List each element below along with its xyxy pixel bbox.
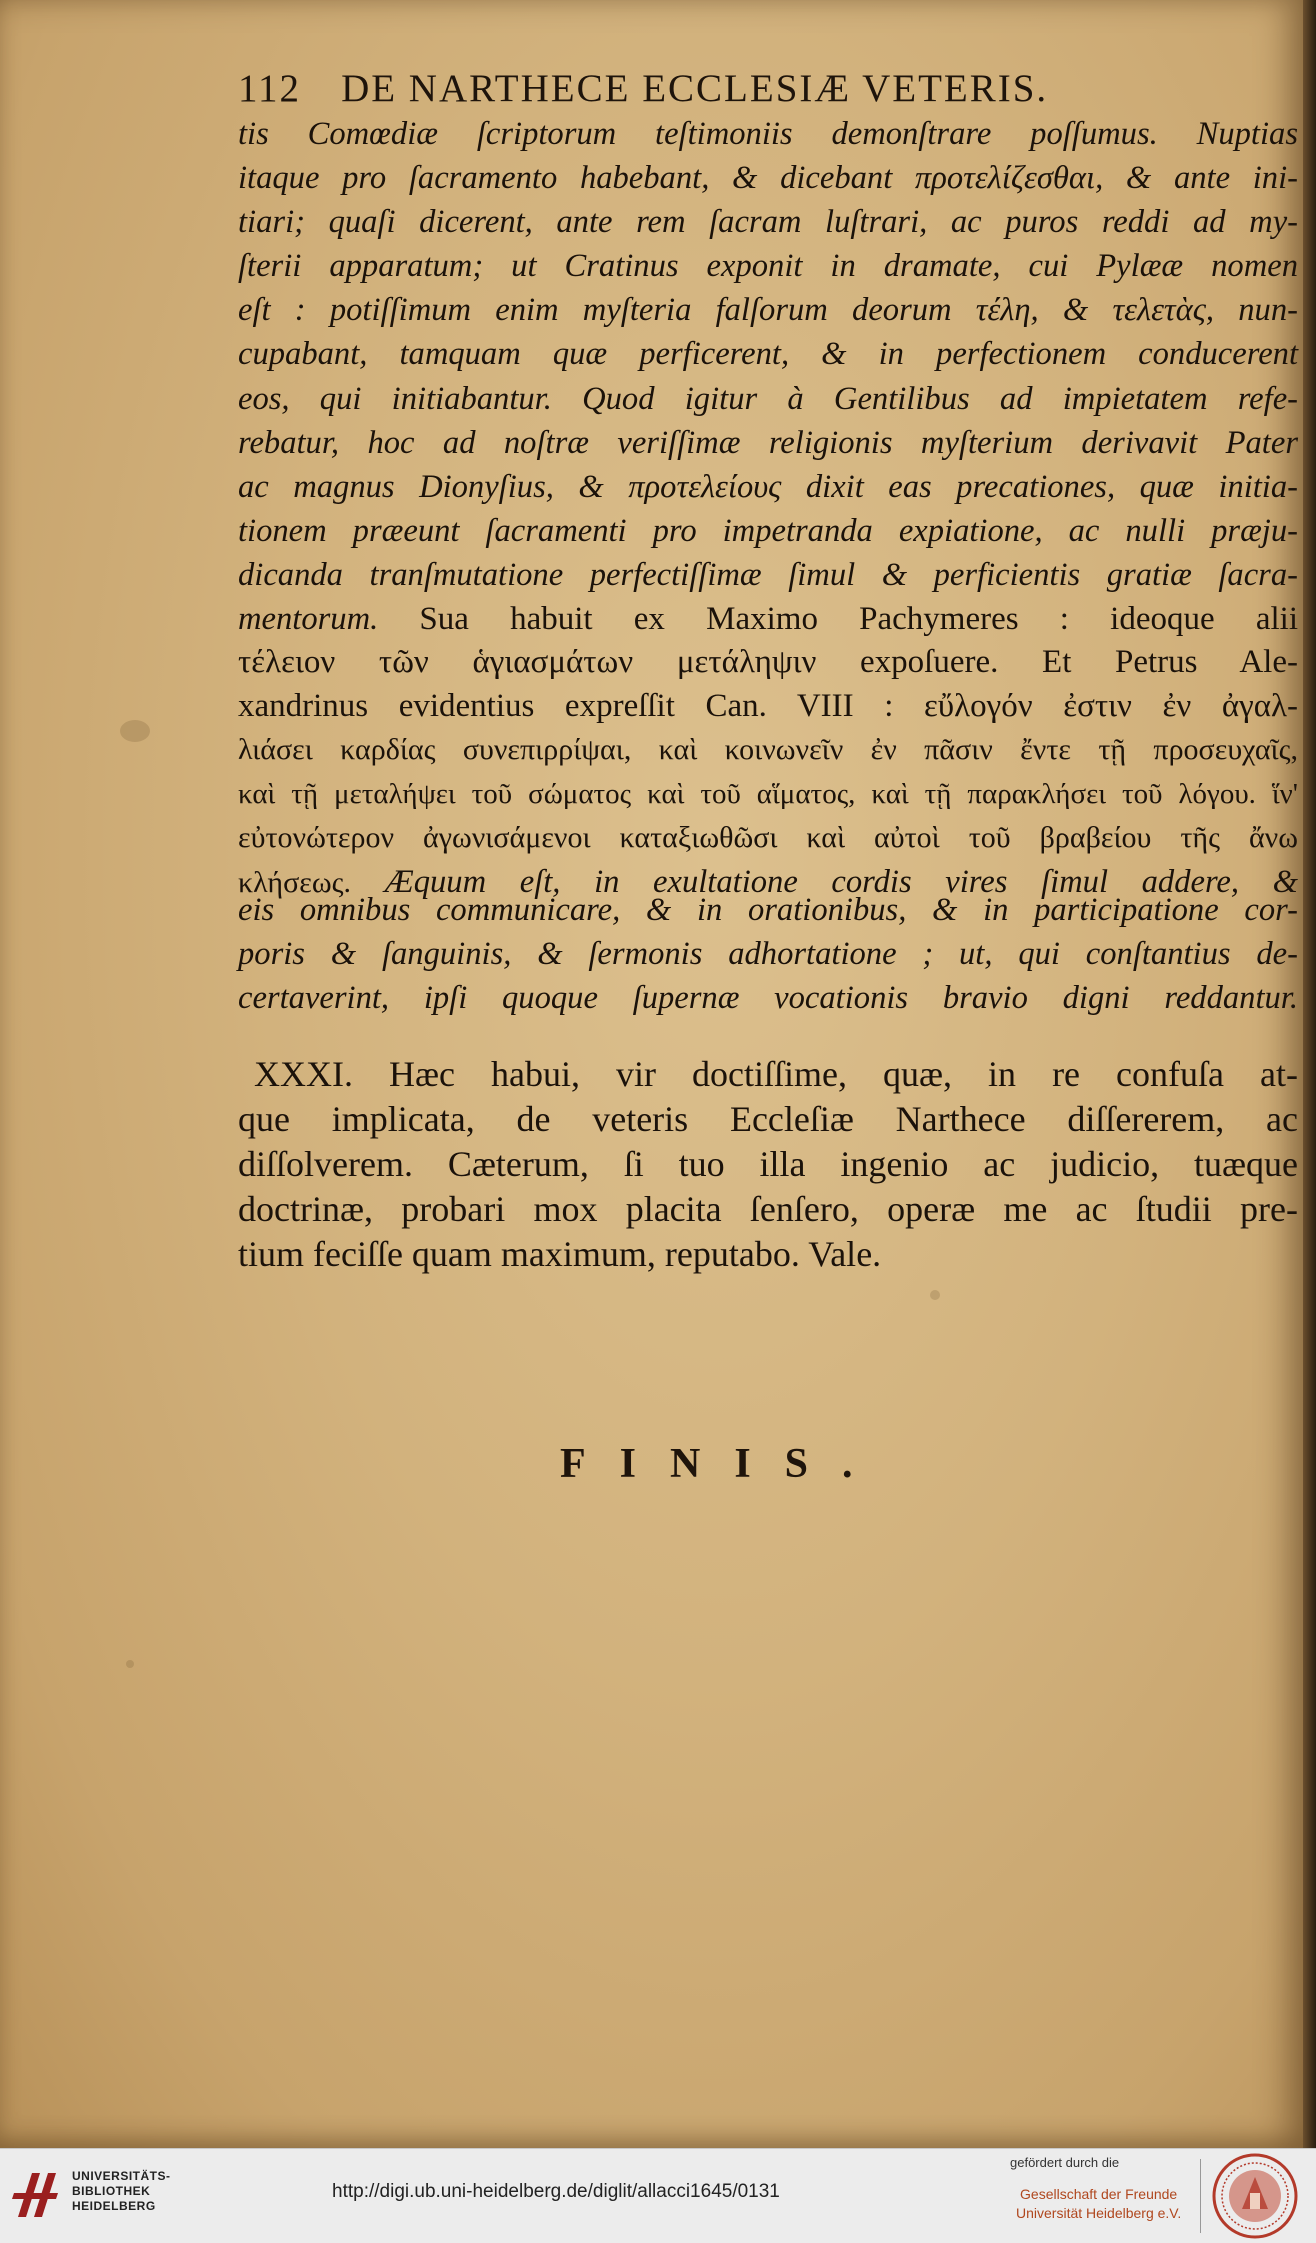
text-line: tium feciſſe quam maximum, reputabo. Vale.: [238, 1234, 882, 1274]
text-line: rebatur, hoc ad noſtræ veriſſimæ religionis myſterium derivavit Pater: [238, 424, 1298, 461]
text-line: eſt : potiſſimum enim myſteria falſorum deorum τέλη, & τελετὰς, nun-: [238, 292, 1298, 329]
text-line: tionem præeunt ſacramenti pro impetranda expiatione, ac nulli præju-: [238, 512, 1298, 549]
library-name-line: BIBLIOTHEK: [72, 2184, 151, 2198]
sponsor-label: gefördert durch die: [1010, 2155, 1120, 2170]
text-line: certaverint, ipſi quoque ſupernæ vocationis bravio digni reddantur.: [238, 980, 1298, 1017]
running-title: DE NARTHECE ECCLESIÆ VETERIS.: [341, 67, 1049, 110]
library-name-line: HEIDELBERG: [72, 2199, 156, 2213]
paper-stain: [930, 1290, 940, 1300]
university-seal-icon: [1212, 2153, 1298, 2239]
text-line: doctrinæ, probari mox placita ſenſero, operæ me ac ſtudii pre-: [238, 1189, 1298, 1229]
text-line: τέλειον τῶν ἁγιασμάτων μετάληψιν expoſuere. Et Petrus Ale-: [238, 644, 1298, 680]
page-number: 112: [238, 67, 302, 110]
greek-quotation-block: [238, 640, 1298, 906]
text-line: ſterii apparatum; ut Cratinus exponit in dramate, cui Pylææ nomen: [238, 248, 1298, 285]
text-fragment: mentorum.: [238, 601, 379, 638]
footer-divider: [1200, 2159, 1201, 2233]
digitization-footer: [0, 2148, 1316, 2243]
text-line: XXXI. Hæc habui, vir doctiſſime, quæ, in re confuſa at-: [254, 1054, 1298, 1094]
text-line: dicanda tranſmutatione perfectiſſimæ ſimul & perficientis gratiæ ſacra-: [238, 556, 1298, 593]
permalink-url[interactable]: http://digi.ub.uni-heidelberg.de/diglit/allacci1645/0131: [332, 2181, 780, 2202]
finis-heading: FINIS.: [560, 1441, 887, 1487]
text-line: que implicata, de veteris Eccleſiæ Narthece diſſererem, ac: [238, 1099, 1298, 1139]
text-line: tis Comœdiæ ſcriptorum teſtimoniis demonſtrare poſſumus. Nuptias: [238, 116, 1298, 152]
society-name-line: Universität Heidelberg e.V.: [1016, 2205, 1182, 2221]
library-name-line: UNIVERSITÄTS-: [72, 2169, 171, 2183]
library-name: [72, 2169, 171, 2214]
text-line: xandrinus evidentius expreſſit Can. VIII : εὔλογόν ἐστιν ἐν ἀγαλ-: [238, 688, 1298, 725]
text-line: tiari; quaſi dicerent, ante rem ſacram luſtrari, ac puros reddi ad my-: [238, 204, 1298, 241]
text-line: poris & ſanguinis, & ſermonis adhortatione ; ut, qui conſtantius de-: [238, 936, 1298, 973]
society-name-line: Gesellschaft der Freunde: [1020, 2186, 1178, 2202]
italic-text-block: [238, 888, 1298, 1020]
greek-text-fragment: κλήσεως.: [238, 866, 351, 900]
closing-paragraph: [238, 1052, 1298, 1277]
society-name[interactable]: [1016, 2185, 1181, 2223]
text-fragment: Sua habuit ex Maximo Pachymeres : ideoque alii: [419, 601, 1298, 638]
text-line: eis omnibus communicare, & in orationibus, & in participatione cor-: [238, 892, 1298, 928]
running-header: [238, 66, 1238, 111]
ub-heidelberg-logo-icon: [10, 2163, 62, 2225]
text-line: eos, qui initiabantur. Quod igitur à Gentilibus ad impietatem refe-: [238, 380, 1298, 417]
italic-text-block: [238, 112, 1298, 641]
text-line: [238, 597, 1298, 641]
text-fragment: Æquum eſt, in exultatione cordis vires ſimul addere, &: [384, 864, 1299, 901]
book-page-edge: [1303, 0, 1316, 2148]
paper-stain: [120, 720, 150, 742]
greek-text-line: καὶ τῇ μεταλήψει τοῦ σώματος καὶ τοῦ αἵματος, καὶ τῇ παρακλήσει τοῦ λόγου. ἵν': [238, 778, 1298, 811]
greek-text-line: λιάσει καρδίας συνεπιρρίψαι, καὶ κοινωνεῖν ἐν πᾶσιν ἔντε τῇ προσευχαῖς,: [238, 733, 1298, 767]
greek-text-line: εὐτονώτερον ἀγωνισάμενοι καταξιωθῶσι καὶ αὐτοὶ τοῦ βραβείου τῆς ἄνω: [238, 821, 1298, 855]
paper-stain: [126, 1660, 134, 1668]
text-line: cupabant, tamquam quæ perficerent, & in perfectionem conducerent: [238, 336, 1298, 373]
text-line: itaque pro ſacramento habebant, & dicebant προτελίζεσθαι, & ante ini-: [238, 160, 1298, 197]
text-line: diſſolverem. Cæterum, ſi tuo illa ingenio ac judicio, tuæque: [238, 1144, 1298, 1184]
text-line: ac magnus Dionyſius, & προτελείους dixit eas precationes, quæ initia-: [238, 468, 1298, 505]
